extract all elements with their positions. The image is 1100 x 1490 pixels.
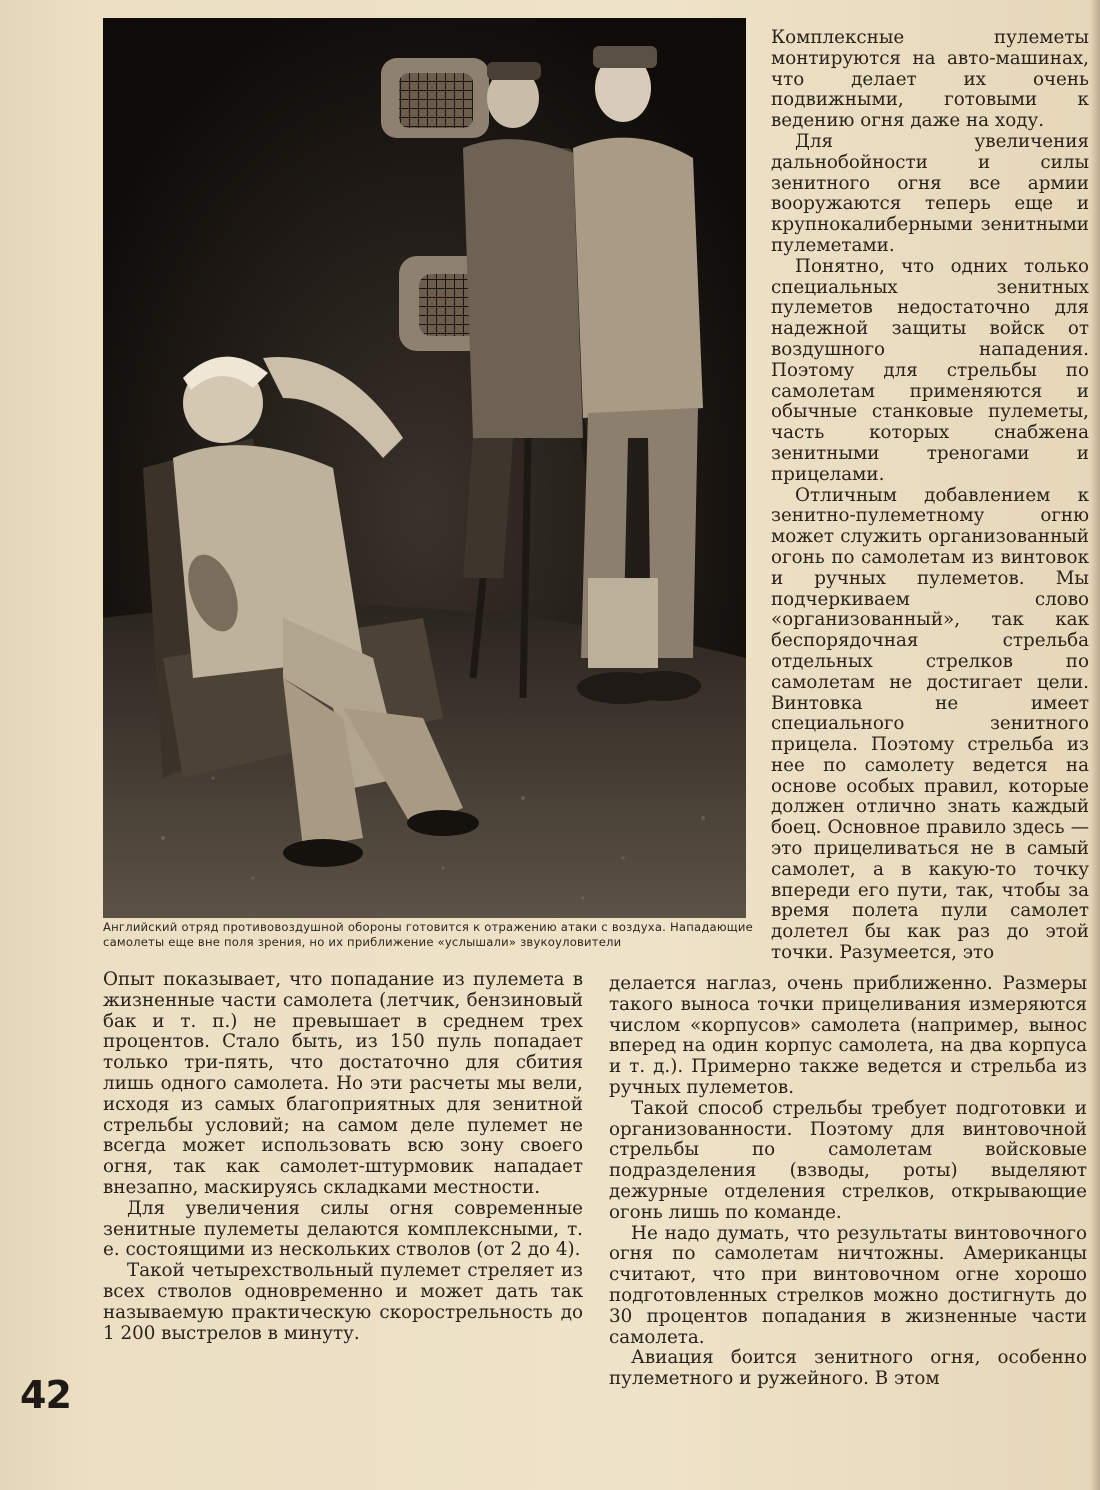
paragraph: Авиация боится зенитного огня, особенно пулеметного и ружейного. В этом bbox=[609, 1347, 1087, 1390]
paragraph: Отличным добавлением к зенитно-пулеметному огню может служить организованный огонь по самолетам из винтовок и ручных пулеметов. Мы подчеркиваем слово «организованный», так как беспорядочная стрельба отдельных стрелков по самолетам не достигает цели. Винтовка не имеет специального зенитного прицела. Поэтому стрельба из нее по самолету ведется на основе особых правил, которые должен отлично знать каждый боец. Основное правило здесь — это прицеливаться не в самый самолет, а в какую-то точку впереди его пути, так, чтобы за время полета пули самолет долетел бы как раз до этой точки. Разумеется, это bbox=[771, 484, 1089, 964]
paragraph: Опыт показывает, что попадание из пулемета в жизненные части самолета (летчик, бензиновый бак и т. п.) не превышает в среднем трех процентов. Стало быть, из 150 пуль попадает только три-пять, что достаточно для сбития лишь одного самолета. Но эти расчеты мы вели, исходя из самых благоприятных для зенитной стрельбы условий; на самом деле пулемет не всегда может использовать всю зону своего огня, так как самолет-штурмовик нападает внезапно, маскируясь складками местности. bbox=[103, 969, 583, 1198]
text-column-middle bbox=[609, 974, 1087, 1390]
paragraph: Не надо думать, что результаты винтовочного огня по самолетам ничтожны. Американцы считают, что при винтовочном огне хорошо подготовленных стрелков можно достигнуть до 30 процентов попадания в жизненные части самолета. bbox=[609, 1222, 1087, 1348]
paragraph: Для увеличения дальнобойности и силы зенитного огня все армии вооружаются теперь еще и крупнокалиберными зенитными пулеметами. bbox=[771, 130, 1089, 256]
photo-illustration bbox=[103, 18, 746, 918]
paragraph: Такой четырехствольный пулемет стреляет из всех стволов одновременно и может дать так называемую практическую скорострельность до 1 200 выстрелов в минуту. bbox=[103, 1260, 583, 1344]
page-number: 42 bbox=[20, 1373, 71, 1417]
sound-locator-horn-upper bbox=[381, 58, 489, 138]
caption-text: Английский отряд противовоздушной обороны готовится к отражению атаки с воздуха. Нападающие самолеты еще вне поля зрения, но их приближение «услышали» звукоуловители bbox=[103, 920, 753, 949]
text-column-left bbox=[103, 970, 583, 1344]
text-column-right bbox=[771, 28, 1089, 964]
photograph bbox=[103, 18, 746, 918]
paragraph: делается наглаз, очень приближенно. Размеры такого выноса точки прицеливания измеряются числом «корпусов» самолета (например, вынос вперед на один корпус самолета, на два корпуса и т. д.). Примерно также ведется и стрельба из ручных пулеметов. bbox=[609, 973, 1087, 1098]
photo-caption bbox=[103, 920, 753, 950]
paragraph: Такой способ стрельбы требует подготовки и организованности. Поэтому для винтовочной стрельбы по самолетам войсковые подразделения (взводы, роты) выделяют дежурные отделения стрелков, открывающие огонь лишь по команде. bbox=[609, 1097, 1087, 1223]
page-edge-shadow bbox=[1090, 0, 1100, 1490]
paragraph: Понятно, что одних только специальных зенитных пулеметов недостаточно для надежной защиты войск от воздушного нападения. Поэтому для стрельбы по самолетам применяются и обычные станковые пулеметы, часть которых снабжена зенитными треногами и прицелами. bbox=[771, 255, 1089, 485]
paragraph: Для увеличения силы огня современные зенитные пулеметы делаются комплексными, т. е. состоящими из нескольких стволов (от 2 до 4). bbox=[103, 1197, 583, 1261]
paragraph: Комплексные пулеметы монтируются на авто-машинах, что делает их очень подвижными, готовыми к ведению огня даже на ходу. bbox=[771, 27, 1089, 132]
